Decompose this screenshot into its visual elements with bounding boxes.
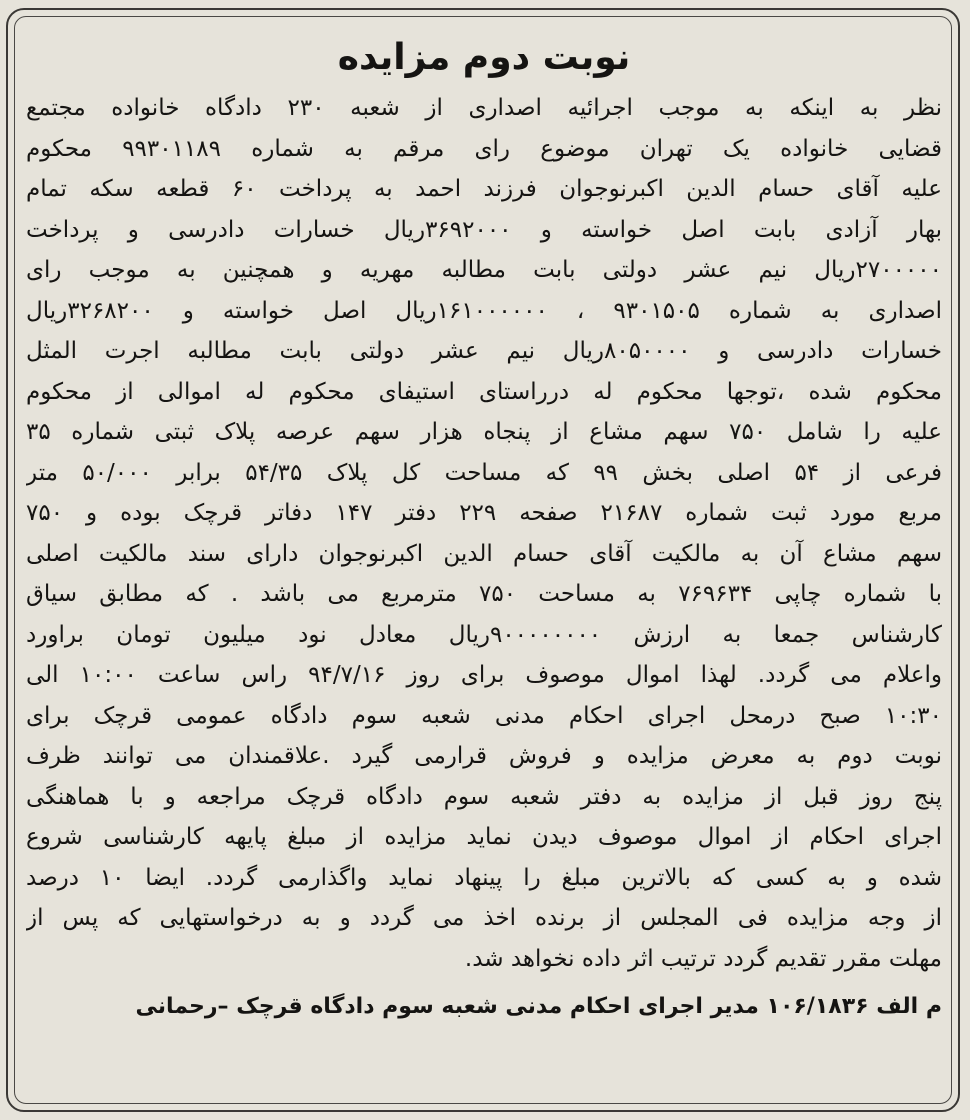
body-line-13: با شماره چاپی ۷۶۹۶۳۴ به مساحت ۷۵۰ مترمربع می باشد . که مطابق سیاق (26, 581, 942, 607)
body-line-8: محکوم شده ،توجها محکوم له درراستای استیفای محکوم له اموالی از محکوم (26, 378, 942, 405)
body-line-18: پنج روز قبل از مزایده به دفتر شعبه سوم دادگاه قرچک مراجعه و با هماهنگی (26, 783, 942, 810)
body-line-22: مهلت مقرر تقدیم گردد ترتیب اثر داده نخواهد شد. (464, 945, 942, 972)
body-line-12: سهم مشاع آن به مالکیت آقای حسام الدین اکبرنوجوان دارای سند مالکیت اصلی (26, 540, 942, 567)
body-line-3: علیه آقای حسام الدین اکبرنوجوان فرزند احمد به پرداخت ۶۰ قطعه سکه تمام (26, 176, 942, 202)
notice-title: نوبت دوم مزایده (337, 37, 631, 78)
notice-footer: م الف ۱۰۶/۱۸۳۶ مدیر اجرای احکام مدنی شعبه سوم دادگاه قرچک –رحمانی (135, 994, 942, 1019)
body-line-6: اصداری به شماره ۹۳۰۱۵۰۵ ، ۱۶۱۰۰۰۰۰۰ریال اصل خواسته و ۳۲۶۸۲۰۰ریال (26, 297, 942, 324)
body-line-10: فرعی از ۵۴ اصلی بخش ۹۹ که مساحت کل پلاک ۵۴/۳۵ برابر ۵۰/۰۰۰ متر (26, 459, 942, 486)
body-line-21: از وجه مزایده فی المجلس از برنده اخذ می گردد و به درخواستهایی که پس از (26, 905, 942, 931)
body-line-15: واعلام می گردد. لهذا اموال موصوف برای روز ۹۴/۷/۱۶ راس ساعت ۱۰:۰۰ الی (26, 662, 942, 688)
body-line-2: قضایی خانواده یک تهران موضوع رای مرقم به شماره ۹۹۳۰۱۱۸۹ محکوم (26, 135, 942, 162)
body-line-4: بهار آزادی بابت اصل خواسته و ۳۶۹۲۰۰۰ریال خسارات دادرسی و پرداخت (26, 216, 942, 243)
body-line-9: علیه را شامل ۷۵۰ سهم مشاع از پنجاه هزار سهم عرصه پلاک ثبتی شماره ۳۵ (26, 419, 942, 445)
notice-body (22, 88, 946, 979)
body-line-20: شده و به کسی که بالاترین مبلغ را پینهاد نماید واگذارمی گردد. ایضا ۱۰ درصد (26, 864, 942, 891)
body-line-7: خسارات دادرسی و ۸۰۵۰۰۰۰ریال نیم عشر دولتی بابت مطالبه اجرت المثل (26, 338, 942, 364)
auction-notice (22, 30, 946, 1027)
body-line-16: ۱۰:۳۰ صبح درمحل اجرای احکام مدنی شعبه سوم دادگاه عمومی قرچک برای (26, 702, 942, 729)
body-line-17: نوبت دوم به معرض مزایده و فروش قرارمی گیرد .علاقمندان می توانند ظرف (26, 743, 942, 769)
body-line-11: مربع مورد ثبت شماره ۲۱۶۸۷ صفحه ۲۲۹ دفتر ۱۴۷ دفاتر قرچک بوده و ۷۵۰ (26, 500, 942, 526)
body-line-14: کارشناس جمعا به ارزش ۹۰۰۰۰۰۰۰۰ریال معادل نود میلیون تومان براورد (26, 621, 942, 648)
body-line-5: ۲۷۰۰۰۰۰ریال نیم عشر دولتی بابت مطالبه مهریه و همچنین به موجب رای (26, 257, 942, 283)
body-line-1: نظر به اینکه به موجب اجرائیه اصداری از شعبه ۲۳۰ دادگاه خانواده مجتمع (26, 95, 942, 121)
body-line-19: اجرای احکام از اموال موصوف دیدن نماید مزایده از مبلغ پایهه کارشناسی شروع (26, 824, 942, 850)
